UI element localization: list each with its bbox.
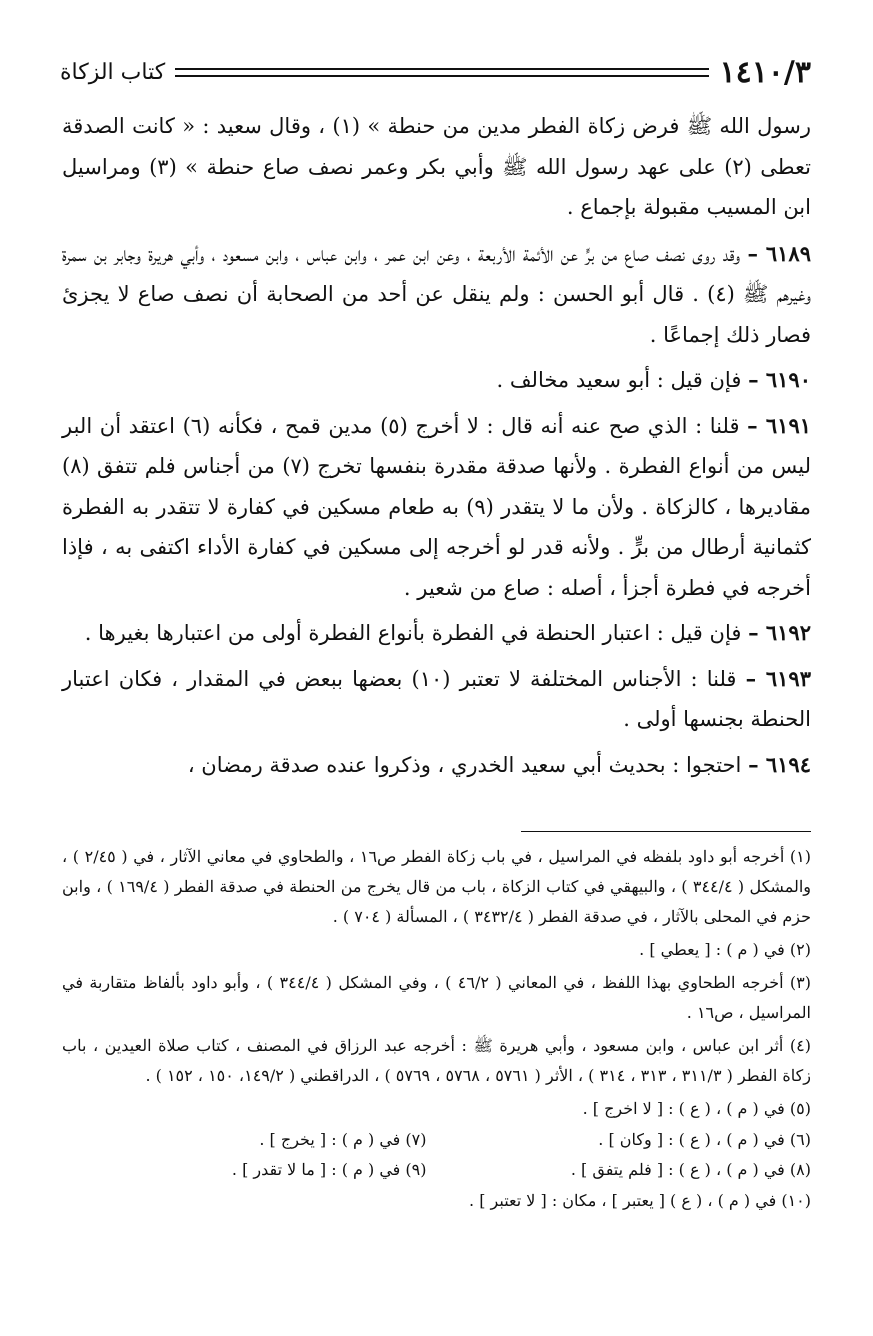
paragraph-text: احتجوا : بحديث أبي سعيد الخدري ، وذكروا عنده صدقة رمضان ، [187, 752, 742, 777]
footnote: (٨) في ( م ) ، ( ع ) : [ فلم يتفق ] . [570, 1160, 811, 1179]
paragraph-number: ٦١٩٤ – [748, 751, 811, 777]
paragraph-text: فإن قيل : أبو سعيد مخالف . [496, 368, 742, 392]
main-text [62, 106, 811, 790]
short-footnotes [62, 1094, 811, 1216]
paragraph-number: ٦١٩٠ – [748, 367, 811, 392]
footnote: (٤) أثر ابن عباس ، وابن مسعود ، وأبي هريرة ﷺ : أخرجه عبد الرزاق في المصنف ، كتاب صلاة العيدين ، باب زكاة الفطر ( ٣١١/٣ ، ٣١٣ ، ٣١٤ ) ، الأثر ( ٥٧٦١ ، ٥٧٦٨ ، ٥٧٦٩ ) ، الدراقطني ( ١٤٩/٢، ١٥٠ ، ١٥٢ ) . [62, 1036, 811, 1085]
paragraph-number: ٦١٨٩ – [747, 240, 811, 266]
footnote: (٥) في ( م ) ، ( ع ) : [ لا اخرج ] . [582, 1099, 811, 1118]
footnote: (٧) في ( م ) : [ يخرج ] . [259, 1129, 427, 1149]
page-header [60, 52, 811, 92]
footnote: (٩) في ( م ) : [ ما لا تقدر ] . [231, 1160, 427, 1179]
paragraph-number: ٦١٩٢ – [748, 620, 811, 645]
footnotes [62, 842, 811, 1216]
paragraph-text: وقد روى نصف صاع من برٍّ عن الأئمة الأربعة ، وعن ابن عمر ، وابن عباس ، وابن مسعود ، وأبي هريرة وجابر بن سمرة وغيرهم ﷺ (٤) . قال أبو الحسن : ولم ينقل عن أحد من الصحابة أن نصف صاع لا يجزئ فصار ذلك إجماعًا . [62, 241, 811, 347]
footnote: (١) أخرجه أبو داود بلفظه في المراسيل ، في باب زكاة الفطر ص١٦ ، والطحاوي في معاني الآثار ، في ( ٢/٤٥ ) ، والمشكل ( ٣٤٤/٤ ) ، والبيهقي في كتاب الزكاة ، باب من قال يخرج من الحنطة في صدقة الفطر ( ١٦٩/٤ ) ، وابن حزم في المحلى بالآثار ، في صدقة الفطر ( ٣٤٣٢/٤ ) ، المسألة ( ٧٠٤ ) . [62, 847, 812, 926]
paragraph-text: رسول الله ﷺ فرض زكاة الفطر مدين من حنطة » (١) ، وقال سعيد : « كانت الصدقة تعطى (٢) على عهد رسول الله ﷺ وأبي بكر وعمر نصف صاع حنطة » (٣) ومراسيل ابن المسيب مقبولة بإجماع . [62, 114, 812, 219]
paragraph [62, 613, 811, 654]
book-title: كتاب الزكاة [60, 59, 166, 85]
paragraph-number: ٦١٩١ – [747, 412, 812, 438]
paragraph [62, 659, 811, 740]
footnote-divider [521, 831, 811, 832]
paragraph-text: قلنا : الذي صح عنه أنه قال : لا أخرج (٥) مدين قمح ، فكأنه (٦) اعتقد أن البر ليس من أنواع الفطرة . ولأنها صدقة مقدرة بنفسها تخرج (٧) من أجناس فلم تتفق (٨) مقاديرها ، كالزكاة . ولأن ما لا يتقدر (٩) به طعام مسكين في كفارة لا تتقدر به الفطرة كثمانية أرطال من برٍّ . ولأنه قدر لو أخرجه إلى مسكين في كفارة الأداء اكتفى به ، فإذا أخرجه في فطرة أجزأ ، أصله : صاع من شعير . [62, 413, 811, 600]
footnote [62, 1094, 427, 1125]
paragraph [62, 406, 811, 609]
paragraph [62, 234, 811, 356]
paragraph [62, 360, 811, 401]
header-rule [175, 68, 709, 77]
footnote: (٣) أخرجه الطحاوي بهذا اللفظ ، في المعاني ( ٤٦/٢ ) ، وفي المشكل ( ٣٤٤/٤ ) ، وأبو داود بألفاظ متقاربة في المراسيل ، ص١٦ . [62, 973, 812, 1022]
footnote: (١٠) في ( م ) ، ( ع ) [ يعتبر ] ، مكان : [ لا تعتبر ] . [469, 1190, 811, 1210]
paragraph-text: فإن قيل : اعتبار الحنطة في الفطرة بأنواع الفطرة أولى من اعتبارها بغيرها . [84, 621, 742, 645]
page-number: ١٤١٠/٣ [719, 54, 811, 90]
paragraph [62, 106, 811, 228]
paragraph [62, 745, 811, 786]
footnote: (٢) في ( م ) : [ يعطي ] . [639, 940, 811, 959]
footnote: (٦) في ( م ) ، ( ع ) : [ وكان ] . [598, 1129, 811, 1149]
paragraph-number: ٦١٩٣ – [745, 665, 811, 691]
paragraph-text: قلنا : الأجناس المختلفة لا تعتبر (١٠) بعضها ببعض في المقدار ، فكان اعتبار الحنطة بجنسها أولى . [62, 666, 811, 731]
